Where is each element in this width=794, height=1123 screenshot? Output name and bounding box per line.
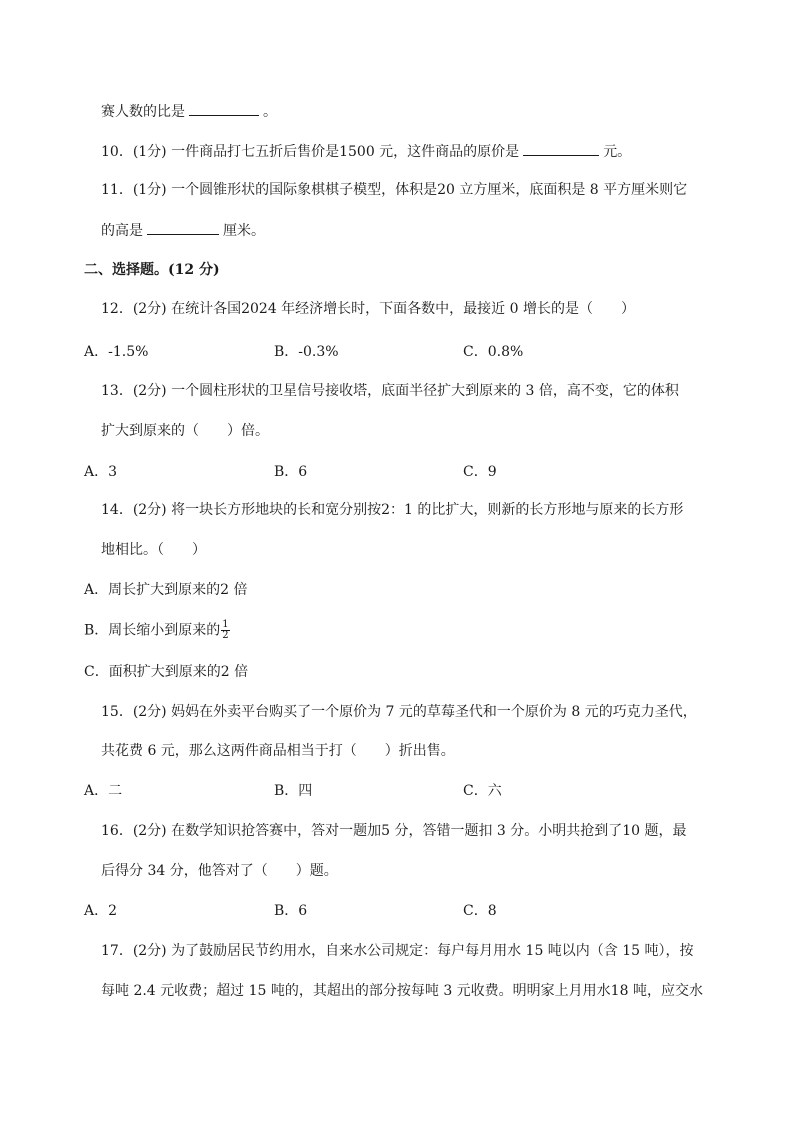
q10-tail: 元。 xyxy=(603,144,632,160)
q11-answer-blank[interactable] xyxy=(147,220,219,235)
section-choice-title: 二、选择题。(12 分) xyxy=(84,262,220,278)
q9-tail-end: 。 xyxy=(263,104,277,120)
q14-option-b-text: B．周长缩小到原来的 xyxy=(84,622,221,639)
fraction-denominator: 2 xyxy=(222,630,229,641)
q14-line2: 地相比。（ ） xyxy=(101,542,206,558)
q9-answer-blank[interactable] xyxy=(189,101,259,116)
q10-answer-blank[interactable] xyxy=(523,141,599,156)
fraction-numerator: 1 xyxy=(222,619,229,630)
q16-option-a[interactable]: A．2 xyxy=(84,903,118,919)
q12-option-a[interactable]: A．-1.5% xyxy=(84,344,149,360)
q16-line1: 16．(2分) 在数学知识抢答赛中，答对一题加5 分，答错一题扣 3 分。小明共抢到了10 题，最 xyxy=(101,823,687,839)
q17-line1: 17．(2分) 为了鼓励居民节约用水，自来水公司规定：每户每月用水 15 吨以内（含 15 吨），按 xyxy=(101,943,694,959)
q16-option-b[interactable]: B．6 xyxy=(274,903,308,919)
q14-option-b[interactable] xyxy=(84,620,230,641)
q10-text: 10．(1分) 一件商品打七五折后售价是1500 元，这件商品的原价是 xyxy=(101,144,520,160)
q13-line2: 扩大到原来的（ ）倍。 xyxy=(101,423,269,439)
q15-option-c[interactable]: C．六 xyxy=(463,783,502,799)
q17-line2: 每吨 2.4 元收费；超过 15 吨的，其超出的部分按每吨 3 元收费。明明家上月用水18 吨，应交水 xyxy=(101,983,703,999)
q14-line1: 14．(2分) 将一块长方形地块的长和宽分别按2：1 的比扩大，则新的长方形地与原来的长方形 xyxy=(101,502,684,518)
q11-line1: 11．(1分) 一个圆锥形状的国际象棋棋子模型，体积是20 立方厘米，底面积是 8 平方厘米则它 xyxy=(101,182,688,198)
q11-line2-pre: 的高是 xyxy=(101,223,143,239)
q14-option-a[interactable]: A．周长扩大到原来的2 倍 xyxy=(84,582,248,598)
q15-line2: 共花费 6 元，那么这两件商品相当于打（ ）折出售。 xyxy=(101,743,455,759)
q11-line2 xyxy=(101,220,265,241)
q16-line2: 后得分 34 分，他答对了（ ）题。 xyxy=(101,863,338,879)
fraction-one-half xyxy=(221,620,229,641)
q9-tail-text: 赛人数的比是 xyxy=(101,104,185,120)
q13-option-b[interactable]: B．6 xyxy=(274,464,308,480)
q11-line2-post: 厘米。 xyxy=(223,223,265,239)
q16-option-c[interactable]: C．8 xyxy=(463,903,497,919)
q13-line1: 13．(2分) 一个圆柱形状的卫星信号接收塔，底面半径扩大到原来的 3 倍，高不变，它的体积 xyxy=(101,383,679,399)
q12-option-c[interactable]: C．0.8% xyxy=(463,344,524,360)
q13-option-c[interactable]: C．9 xyxy=(463,464,497,480)
q15-option-a[interactable]: A．二 xyxy=(84,783,123,799)
q13-option-a[interactable]: A．3 xyxy=(84,464,118,480)
q15-line1: 15．(2分) 妈妈在外卖平台购买了一个原价为 7 元的草莓圣代和一个原价为 8 元的巧克力圣代， xyxy=(101,704,697,720)
q10 xyxy=(101,141,631,162)
q14-option-c[interactable]: C．面积扩大到原来的2 倍 xyxy=(84,664,249,680)
q12-option-b[interactable]: B．-0.3% xyxy=(274,344,339,360)
q9-tail xyxy=(101,101,277,122)
q12-stem: 12．(2分) 在统计各国2024 年经济增长时，下面各数中，最接近 0 增长的是（ ） xyxy=(101,301,635,317)
q15-option-b[interactable]: B．四 xyxy=(274,783,313,799)
